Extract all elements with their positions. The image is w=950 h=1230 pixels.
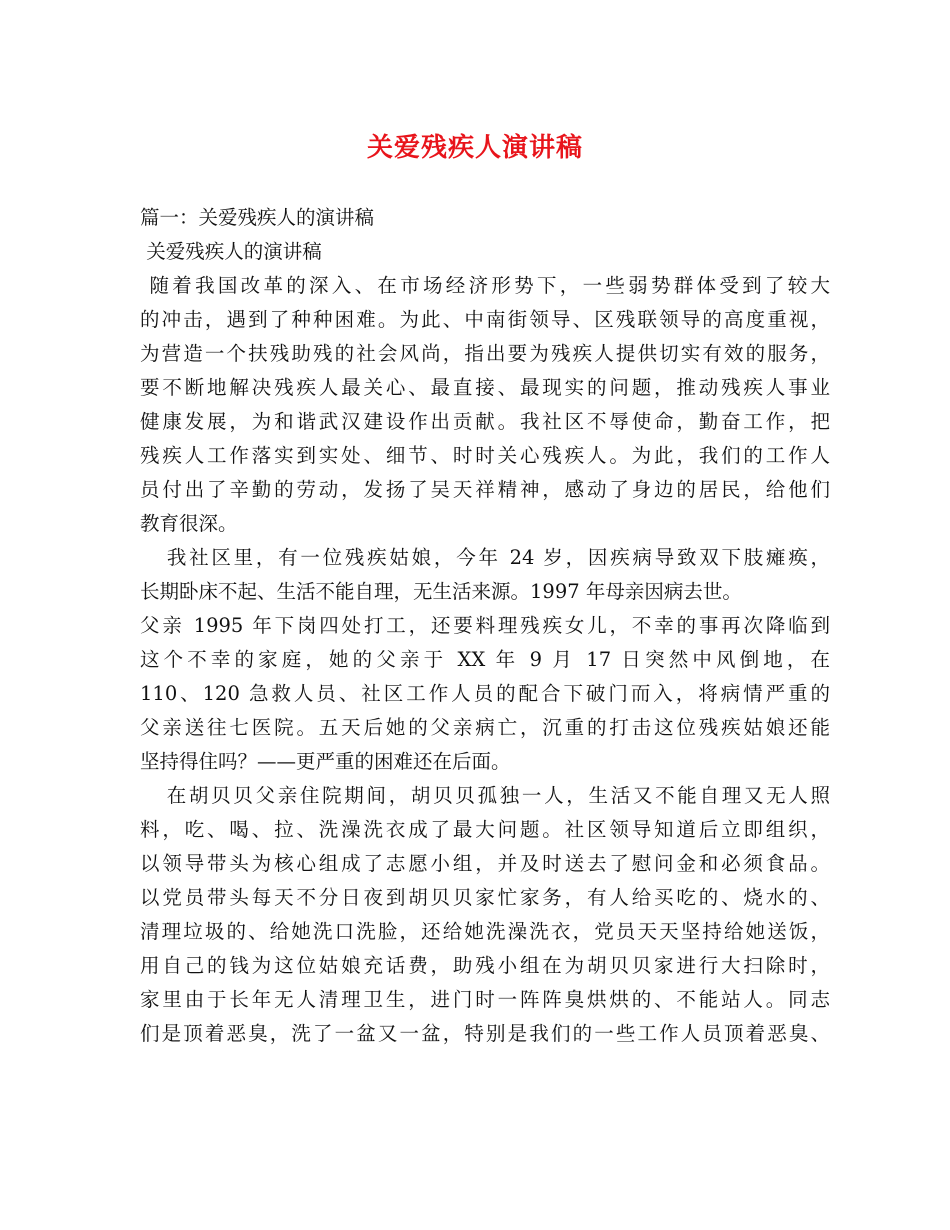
body-line: 父亲送往七医院。五天后她的父亲病亡，沉重的打击这位残疾姑娘还能 [140, 716, 830, 739]
body-line: 在胡贝贝父亲住院期间，胡贝贝孤独一人，生活又不能自理又无人照 [140, 784, 830, 807]
body-line: 为营造一个扶残助残的社会风尚，指出要为残疾人提供切实有效的服务， [140, 342, 830, 365]
body-line: 料，吃、喝、拉、洗澡洗衣成了最大问题。社区领导知道后立即组织， [140, 818, 830, 841]
body-line: 教育很深。 [140, 512, 238, 535]
body-line: 们是顶着恶臭，洗了一盆又一盆，特别是我们的一些工作人员顶着恶臭、 [140, 1022, 830, 1045]
body-line: 残疾人工作落实到实处、细节、时时关心残疾人。为此，我们的工作人 [140, 444, 830, 467]
body-line: 家里由于长年无人清理卫生，进门时一阵阵臭烘烘的、不能站人。同志 [140, 988, 830, 1011]
body-line: 员付出了辛勤的劳动，发扬了吴天祥精神，感动了身边的居民，给他们 [140, 478, 830, 501]
body-line: 长期卧床不起、生活不能自理，无生活来源。1997 年母亲因病去世。 [140, 580, 742, 603]
body-line: 以领导带头为核心组成了志愿小组，并及时送去了慰问金和必须食品。 [140, 852, 830, 875]
body-line: 要不断地解决残疾人最关心、最直接、最现实的问题，推动残疾人事业 [140, 376, 830, 399]
document-title: 关爱残疾人演讲稿 [366, 133, 583, 163]
body-line: 清理垃圾的、给她洗口洗脸，还给她洗澡洗衣，党员天天坚持给她送饭， [140, 920, 830, 943]
body-line: 这个不幸的家庭，她的父亲于 XX 年 9 月 17 日突然中风倒地，在 [140, 648, 830, 671]
body-line: 坚持得住吗？——更严重的困难还在后面。 [140, 750, 511, 773]
body-line: 篇一：关爱残疾人的演讲稿 [140, 206, 375, 229]
body-line: 以党员带头每天不分日夜到胡贝贝家忙家务，有人给买吃的、烧水的、 [140, 886, 830, 909]
body-line: 随着我国改革的深入、在市场经济形势下，一些弱势群体受到了较大 [140, 274, 830, 297]
body-line: 我社区里，有一位残疾姑娘，今年 24 岁，因疾病导致双下肢瘫痪， [140, 546, 830, 569]
body-line: 110、120 急救人员、社区工作人员的配合下破门而入，将病情严重的 [140, 682, 830, 705]
body-line: 父亲 1995 年下岗四处打工，还要料理残疾女儿，不幸的事再次降临到 [140, 614, 830, 637]
body-line: 健康发展，为和谐武汉建设作出贡献。我社区不辱使命，勤奋工作，把 [140, 410, 830, 433]
document-body [140, 201, 830, 1051]
body-line: 关爱残疾人的演讲稿 [140, 240, 322, 263]
body-line: 的冲击，遇到了种种困难。为此、中南街领导、区残联领导的高度重视， [140, 308, 830, 331]
body-line: 用自己的钱为这位姑娘充话费，助残小组在为胡贝贝家进行大扫除时， [140, 954, 830, 977]
